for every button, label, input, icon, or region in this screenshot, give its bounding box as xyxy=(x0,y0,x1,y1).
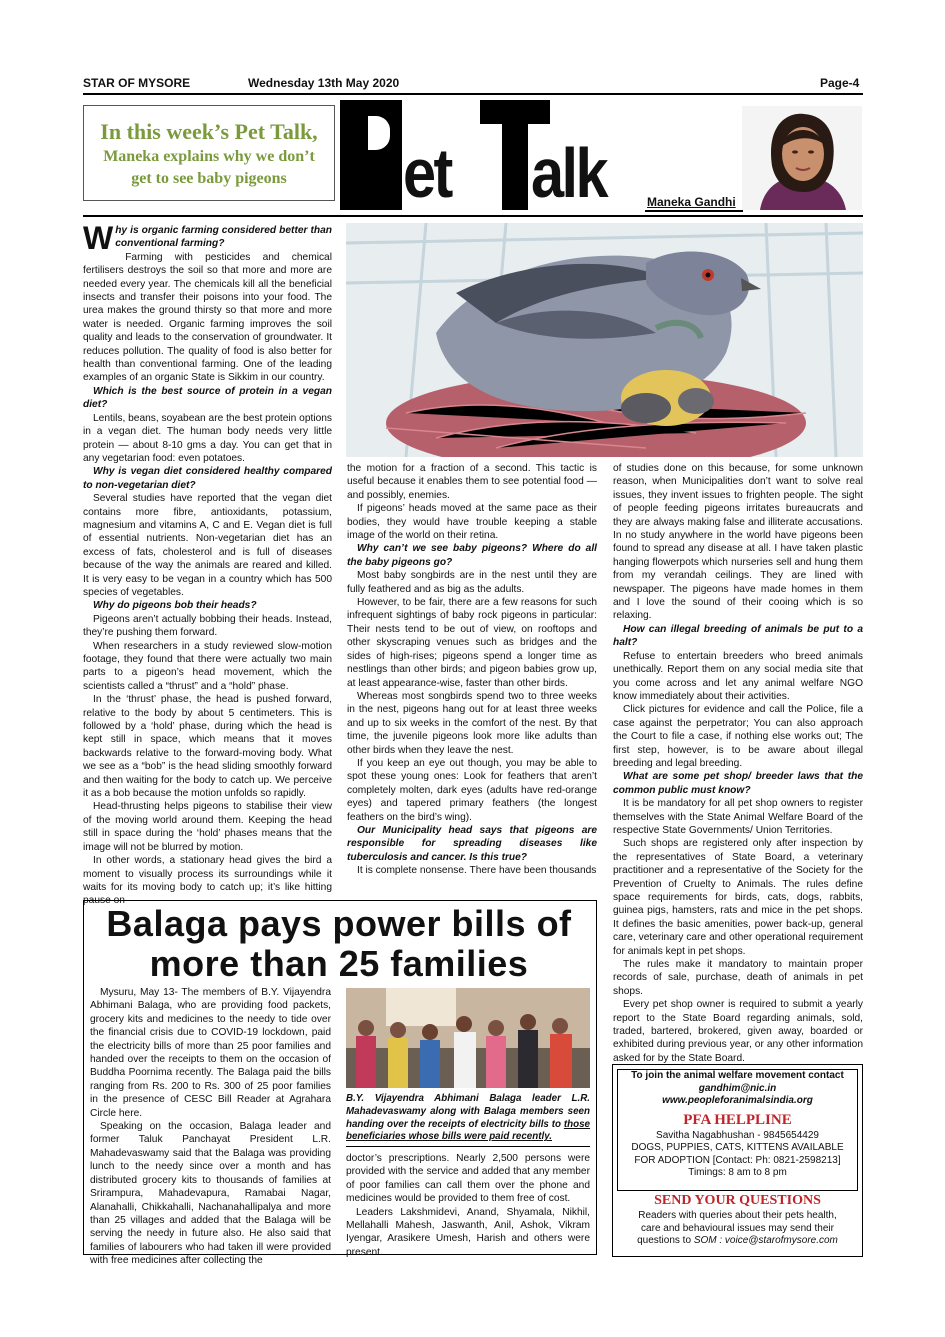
send-line-2: care and behavioural issues may send their xyxy=(641,1222,834,1234)
headline-line-1: Balaga pays power bills of xyxy=(106,903,572,944)
answer-paragraph: Pigeons aren’t actually bobbing their heads. Instead, they’re pushing them forward. xyxy=(83,613,332,639)
helpline-title: PFA HELPLINE xyxy=(683,1111,792,1128)
balaga-photo xyxy=(346,988,590,1088)
dropcap: W xyxy=(83,220,114,256)
photo-caption xyxy=(346,1093,590,1144)
send-line-1: Readers with queries about their pets health, xyxy=(638,1210,837,1221)
question: Our Municipality head says that pigeons are responsible for spreading diseases like tuberculosis and cancer. Is this true? xyxy=(347,824,597,863)
caption-text: B.Y. Vijayendra Abhimani Balaga leader L.R. Mahadevaswamy along with Balaga members seen handing over the receipts of electricity bills to xyxy=(346,1093,590,1130)
byline-rule xyxy=(645,210,743,212)
answer-paragraph: Click pictures for evidence and call the Police, file a case against the perpetrator; You can also approach the Court to file a case, if nothing else works out; The first step, however, is to be aware about illegal breeding and legal breeding. xyxy=(613,704,863,769)
news-paragraph: Leaders Lakshmidevi, Anand, Shyamala, Nikhil, Mellahalli Mahesh, Jaswanth, Anil, Ashok, Vikram Iyengar, Arasikere Umesh, Harish and others were present. xyxy=(346,1206,590,1258)
question: Why do pigeons bob their heads? xyxy=(93,600,257,612)
answer-paragraph: of studies done on this because, for some unknown reason, when Municipalities don’t want to solve real issues, they invent issues to frighten people. The sight of people feeding pigeons irritates bureaucrats and they are always making false and illiterate accusations. In no study anywhere in the world have pigeons been found to spread any disease at all. I have taken plastic hanging flowerpots which nurseries sell and hung them from my verandah ceilings. They are lined with newspaper. The pigeons have made homes in them and I love the sound of their cooing which is so relaxing. xyxy=(613,463,863,622)
promo-line-2: Maneka explains why we don’t xyxy=(103,148,315,165)
column-2 xyxy=(347,462,597,878)
caption-rule xyxy=(346,1146,590,1147)
promo-box xyxy=(83,105,335,201)
answer-paragraph: Such shops are registered only after inspection by the representatives of State Board, a veterinary practitioner and a representative of the Society for the Prevention of Cruelty to Animals. The rules define space requirements for birds, cats, dogs, rabbits, guinea pigs, hamsters, rats and mice in the pet shops. It defines the basic amenities, power back-up, general care, veterinary care and other operational requirement for animals kept in pet shops. xyxy=(613,838,863,957)
answer-paragraph: the motion for a fraction of a second. This tactic is useful because it enables them to see potential food — and possibly, enemies. xyxy=(347,463,597,501)
helpline-contact: Savitha Nagabhushan - 9845654429 xyxy=(656,1129,819,1141)
pigeon-photo xyxy=(346,223,863,457)
answer-paragraph: Head-thrusting helps pigeons to stabilise their view of the moving world around them. Keeping the head still in space during the ‘hold’ phases means that the image will not be blurred by motion. xyxy=(83,801,332,853)
question: Which is the best source of protein in a vegan diet? xyxy=(83,385,332,411)
byline: Maneka Gandhi xyxy=(647,195,736,209)
answer-paragraph: Whereas most songbirds spend two to three weeks in the nest, pigeons hang out for at least three weeks and up to six weeks in the comfort of the nest. By that time, the juvenile pigeons look more like adults than other birds when they leave the nest. xyxy=(347,690,597,756)
caption-text-underlined: those beneficiaries whose bills were paid recently. xyxy=(346,1118,590,1143)
logo-word-et: et xyxy=(403,134,451,212)
issue-date: Wednesday 13th May 2020 xyxy=(248,76,400,90)
question: hy is organic farming considered better than conventional farming? xyxy=(115,225,332,250)
contact-email[interactable]: gandhim@nic.in xyxy=(698,1082,777,1094)
news-headline xyxy=(84,904,594,984)
adoption-line-2: FOR ADOPTION [Contact: Ph: 0821-2598213] xyxy=(634,1154,841,1166)
answer-paragraph: Refuse to entertain breeders who breed animals unethically. Report them on any social media site that you come across and let any animal welfare NGO know immediately about their activities. xyxy=(613,650,863,702)
headline-line-2: more than 25 families xyxy=(149,943,529,984)
question: How can illegal breeding of animals be put to a halt? xyxy=(613,623,863,649)
promo-line-1: In this week’s Pet Talk, xyxy=(100,119,318,144)
send-prefix: questions to xyxy=(637,1235,694,1246)
logo-letter-p xyxy=(340,100,402,210)
news-paragraph: doctor’s prescriptions. Nearly 2,500 persons were provided with the service and added that any member of poor families can call them over the phone and medicines would be provided to them free of cost. xyxy=(346,1153,590,1205)
answer-paragraph: Every pet shop owner is required to submit a yearly report to the State Board regarding animals, sold, traded, bartered, brokered, given away, boarded or exhibited during previous year, or any other information asked for by the State Board. xyxy=(613,999,863,1064)
answer-paragraph: When researchers in a study reviewed slow-motion footage, they found that there were actually two main parts to a pigeon’s head movement, which the scientists called a “thrust” and a “hold” phase. xyxy=(83,640,332,692)
helpline-content xyxy=(617,1070,858,1180)
answer-paragraph: Farming with pesticides and chemical fertilisers destroys the soil so that more and more are needed every year. The chemicals kill all the beneficial insects and transfer their poisons into your food. The urea makes the ground thirsty so that more and more water is needed. Organic farming improves the soil quality and leads to the conservation of groundwater. It reduces pollution. The quality of food is also better for health than conventional farming. One of the leading examples of an organic State is Sikkim in our country. xyxy=(83,251,332,384)
promo-line-3: get to see baby pigeons xyxy=(131,170,287,187)
question: Why is vegan diet considered healthy compared to non-vegetarian diet? xyxy=(83,466,332,491)
website-link[interactable]: www.peopleforanimalsindia.org xyxy=(662,1095,813,1106)
adoption-line-1: DOGS, PUPPIES, CATS, KITTENS AVAILABLE xyxy=(631,1142,844,1153)
answer-paragraph: Several studies have reported that the vegan diet contains more fibre, antioxidants, potassium, magnesium and vitamins A, C and E. Vegan diet is full of essential nutrients. Non-vegetarian diet has an excess of fats, cholesterol and is full of diseases because of the way the animals are reared and killed. It is very easy to be vegan in a country which has 500 species of vegetables. xyxy=(83,493,332,598)
join-text: To join the animal welfare movement contact xyxy=(631,1070,844,1081)
send-questions-title: SEND YOUR QUESTIONS xyxy=(654,1193,821,1208)
author-portrait xyxy=(742,106,862,210)
header-rule xyxy=(83,93,863,95)
question: Why can’t we see baby pigeons? Where do all the baby pigeons go? xyxy=(347,543,597,568)
answer-paragraph: Most baby songbirds are in the nest until they are fully feathered and as big as the adults. xyxy=(347,570,597,595)
question: What are some pet shop/ breeder laws that the common public must know? xyxy=(613,771,863,796)
news-paragraph: Speaking on the occasion, Balaga leader and former Taluk Panchayat President L.R. Mahadevaswamy said that the Balaga was providing lunch to the needy since over a month and has distributed grocery kits to thousands of families at Srirampura, Mahadevapura, Ramabai Nagar, Alanahalli, Chikkahalli, Nachanahallipalya and more than 25 villages and added that the Balaga will be serving the needy in future also. He also said that families of labourers who had taken ill were provided with free medicines after collecting the xyxy=(90,1121,331,1267)
answer-paragraph: The rules make it mandatory to maintain proper records of sale, purchase, death of animals in pet shops. xyxy=(613,959,863,997)
timings: Timings: 8 am to 8 pm xyxy=(688,1167,787,1178)
news-column-1 xyxy=(90,986,331,1268)
answer-paragraph: It is complete nonsense. There have been thousands xyxy=(357,865,597,877)
send-email[interactable]: SOM : voice@starofmysore.com xyxy=(693,1235,838,1246)
page-number: Page-4 xyxy=(820,76,860,90)
column-3 xyxy=(613,462,863,1065)
logo-word-alk: alk xyxy=(531,134,607,212)
masthead-rule xyxy=(83,215,863,217)
answer-paragraph: If you keep an eye out though, you may be able to spot these young ones: Look for feathers that aren’t completely molten, dark eyes (adults have red-orange eyes) and tapered primary feathers (the longest feathers on the bird’s wing). xyxy=(347,757,597,823)
send-questions xyxy=(617,1192,858,1248)
answer-paragraph: However, to be fair, there are a few reasons for such infrequent sightings of baby rock pigeons in particular: Their nests tend to be out of view, on rooftops and other skyscraping venues such as bridges and the sides of high-rises; pigeons spend a longer time as nestlings than other birds; and pigeon babies grow up, at least appearance-wise, faster than other birds. xyxy=(347,597,597,689)
news-paragraph: Mysuru, May 13- The members of B.Y. Vijayendra Abhimani Balaga, who are providing food packets, grocery kits and medicines to the needy to tide over the financial crisis due to COVID-19 lockdown, paid the electricity bills of more than 25 poor families and handed over the receipts to them on the occasion of Buddha Poornima recently. The Balaga paid the bills ranging from Rs. 200 to Rs. 300 of 25 poor families in the presence of CESC Bill Reader at Agrahara Circle here. xyxy=(90,987,331,1119)
answer-paragraph: If pigeons’ heads moved at the same pace as their bodies, they would have trouble keeping a stable image of the world on their retina. xyxy=(347,503,597,542)
answer-paragraph: It is be mandatory for all pet shop owners to register themselves with the State Animal Welfare Board of the respective State Governments/ Union Territories. xyxy=(613,798,863,836)
news-column-2 xyxy=(346,1152,590,1259)
answer-paragraph: Lentils, beans, soyabean are the best protein options in a vegan diet. The human body needs very little protein — about 8-10 gms a day. You can get that in any vegetarian food: even potatoes. xyxy=(83,412,333,464)
answer-paragraph: In other words, a stationary head gives the bird a moment to visually process its surroundings while it waits for its moving body to catch up; it’s like hitting pause on xyxy=(83,855,332,907)
column-1 xyxy=(83,220,333,908)
paper-name: STAR OF MYSORE xyxy=(83,76,191,90)
answer-paragraph: In the ‘thrust’ phase, the head is pushed forward, relative to the body by about 5 centimeters. This is followed by a ‘hold’ phase, during which the head is kept still in space, which means that it moves backwards relative to the forward-moving body. What we see as a “bob” is the head sliding smoothly forward and then waiting for the body to catch up. We perceive it as a bob because the motion unfolds so rapidly. xyxy=(83,694,332,800)
send-line-3 xyxy=(617,1235,858,1248)
